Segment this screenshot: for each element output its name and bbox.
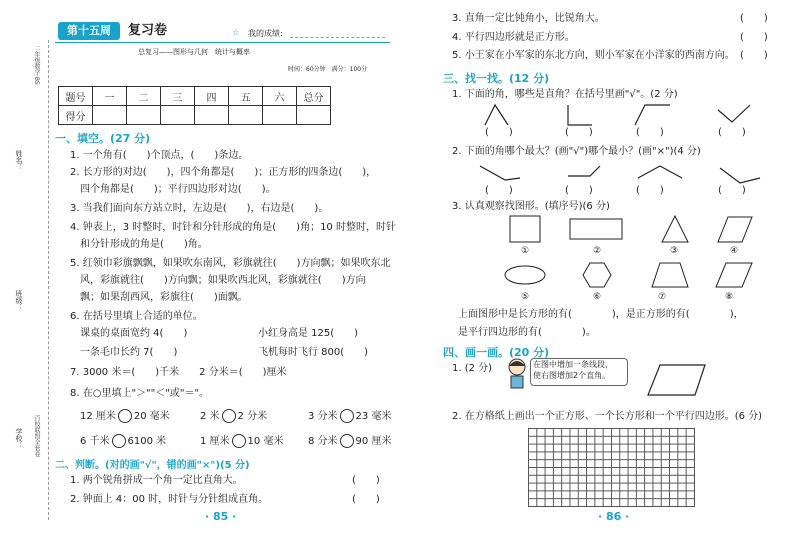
question-6c: 一条毛巾长约 7( ) xyxy=(80,347,178,358)
angle-acute xyxy=(485,105,508,125)
question-6b: 小红身高是 125( ) xyxy=(258,328,359,339)
section-fill-title: 一、填空。(27 分) xyxy=(55,132,151,145)
trapezoid-draw-figure xyxy=(640,360,720,400)
question-6: 6. 在括号里填上合适的单位。 xyxy=(70,311,203,322)
compare-circle[interactable] xyxy=(232,434,246,448)
judge-4: 4. 平行四边形就是正方形。 xyxy=(452,32,575,43)
question-5c: 飘；如果刮西风，彩旗往( )面飘。 xyxy=(80,292,248,303)
angle-b xyxy=(568,166,600,176)
shape-4-parallelogram xyxy=(718,217,752,242)
judge-5-paren[interactable]: ( ) xyxy=(740,50,768,61)
angle-d xyxy=(720,168,760,183)
shape-6-hexagon xyxy=(583,263,611,287)
question-7: 7. 3000 米＝( )千米 2 分米＝( )厘米 xyxy=(70,367,287,378)
question-5a: 5. 红领巾彩旗飘飘，如果吹东南风，彩旗就往( )方向飘；如果吹东北 xyxy=(70,258,391,269)
compare-circle[interactable] xyxy=(222,409,236,423)
question-3: 3. 当我们面向东方站立时，左边是( )，右边是( )。 xyxy=(70,203,329,214)
shape-number: ⑧ xyxy=(725,292,734,302)
find-1: 1. 下面的角，哪些是直角？在括号里画"√"。(2 分) xyxy=(452,89,678,100)
grid-paper[interactable] xyxy=(528,428,695,507)
question-4a: 4. 钟表上，3 时整时，时针和分针形成的角是( )角；10 时整时，时针 xyxy=(70,222,396,233)
section-judge-title: 二、判断。(对的画"√"，错的画"×")(5 分) xyxy=(55,460,250,471)
score-cell[interactable] xyxy=(297,106,331,125)
score-cell[interactable] xyxy=(229,106,263,125)
question-8: 8. 在○里填上"＞""＜"或"＝"。 xyxy=(70,388,210,399)
shape-number: ② xyxy=(593,246,602,256)
side-series: 百校联盟全套卷 xyxy=(33,415,40,457)
shape-2-rectangle xyxy=(570,219,622,239)
shape-number: ① xyxy=(521,246,530,256)
angle-right-2 xyxy=(718,105,750,122)
draw-1: 1. (2 分) xyxy=(452,363,493,374)
table-header: 三 xyxy=(161,87,195,106)
shape-5-ellipse xyxy=(505,266,545,284)
class-label: 班级： xyxy=(15,290,23,311)
shape-number: ⑥ xyxy=(593,292,602,302)
table-header: 二 xyxy=(127,87,161,106)
score-cell[interactable] xyxy=(263,106,297,125)
table-header: 题号 xyxy=(59,87,93,106)
name-label: 姓名： xyxy=(15,150,23,171)
question-6a: 课桌的桌面宽约 4( ) xyxy=(80,328,188,339)
draw-2: 2. 在方格纸上画出一个正方形、一个长方形和一个平行四边形。(6 分) xyxy=(452,411,763,422)
shape-number: ③ xyxy=(670,246,679,256)
score-label: 我的成绩: xyxy=(248,29,283,38)
table-header: 一 xyxy=(93,87,127,106)
angle-paren[interactable]: ( ) xyxy=(565,185,593,196)
question-4b: 和分针形成的角是( )角。 xyxy=(80,239,208,250)
angle-obtuse xyxy=(635,105,670,125)
question-2a: 2. 长方形的对边( )，四个角都是( )；正方形的四条边( )， xyxy=(70,167,377,178)
page-number-left: · 85 · xyxy=(205,510,237,523)
section-draw-title: 四、画一画。(20 分) xyxy=(443,346,550,359)
student-avatar-icon xyxy=(505,356,530,392)
question-6d: 飞机每时飞行 800( ) xyxy=(258,347,369,358)
school-label: 学校： xyxy=(15,428,23,449)
compare-item: 8 分米 90 厘米 xyxy=(308,436,392,447)
shape-1-square xyxy=(510,216,540,242)
score-cell[interactable] xyxy=(127,106,161,125)
cut-line xyxy=(48,40,49,520)
score-row-label: 得分 xyxy=(59,106,93,125)
table-header: 总分 xyxy=(297,87,331,106)
angle-paren[interactable]: ( ) xyxy=(718,127,746,138)
angle-paren[interactable]: ( ) xyxy=(636,127,664,138)
compare-item: 2 米 2 分米 xyxy=(200,411,268,422)
angle-paren[interactable]: ( ) xyxy=(485,185,513,196)
page-title: 复习卷 xyxy=(128,23,168,38)
judge-3: 3. 直角一定比钝角小，比锐角大。 xyxy=(452,13,605,24)
score-cell[interactable] xyxy=(161,106,195,125)
table-header: 四 xyxy=(195,87,229,106)
question-5b: 风，彩旗就往( )方向飘；如果吹西北风，彩旗就往( )方向 xyxy=(80,275,366,286)
judge-3-paren[interactable]: ( ) xyxy=(740,13,768,24)
shape-number: ④ xyxy=(730,246,739,256)
judge-2: 2. 钟面上 4：00 时，时针与分针组成直角。 xyxy=(70,494,269,505)
find-3-answer-b: 是平行四边形的有( )。 xyxy=(458,327,596,338)
question-1: 1. 一个角有( )个顶点，( )条边。 xyxy=(70,150,249,161)
score-cell[interactable] xyxy=(93,106,127,125)
score-line xyxy=(290,37,385,38)
judge-2-paren[interactable]: ( ) xyxy=(352,494,380,505)
header-divider xyxy=(55,42,390,43)
side-grade: 二年级数学·BS xyxy=(33,45,40,85)
shape-number: ⑤ xyxy=(521,292,530,302)
compare-item: 12 厘米 20 毫米 xyxy=(80,411,170,422)
compare-circle[interactable] xyxy=(118,409,132,423)
compare-circle[interactable] xyxy=(112,434,126,448)
table-header: 五 xyxy=(229,87,263,106)
find-3: 3. 认真观察找图形。(填序号)(6 分) xyxy=(452,201,610,212)
find-3-answer-a: 上面图形中是长方形的有( )，是正方形的有( )， xyxy=(458,309,744,320)
judge-4-paren[interactable]: ( ) xyxy=(740,32,768,43)
angle-paren[interactable]: ( ) xyxy=(718,185,746,196)
bubble-line-2: 使右图增加2个直角。 xyxy=(533,371,611,380)
find-2: 2. 下面的角哪个最大？(画"√")哪个最小？(画"×")(4 分) xyxy=(452,146,701,157)
judge-1: 1. 两个锐角拼成一个角一定比直角大。 xyxy=(70,475,243,486)
page-number-right: · 86 · xyxy=(598,510,630,523)
angle-paren[interactable]: ( ) xyxy=(636,185,664,196)
judge-1-paren[interactable]: ( ) xyxy=(352,475,380,486)
angle-a xyxy=(480,166,520,180)
star-icon: ☆ xyxy=(232,28,240,37)
shape-7-trapezoid xyxy=(652,263,688,287)
score-cell[interactable] xyxy=(195,106,229,125)
time-info: 时间：60分钟 满分：100分 xyxy=(288,66,368,73)
score-table xyxy=(58,86,331,125)
bubble-line-1: 在图中增加一条线段， xyxy=(533,360,613,369)
compare-circle[interactable] xyxy=(340,434,354,448)
judge-5: 5. 小王家在小军家的东北方向，则小军家在小洋家的西南方向。 xyxy=(452,50,735,61)
compare-circle[interactable] xyxy=(340,409,354,423)
angle-paren[interactable]: ( ) xyxy=(565,127,593,138)
angle-paren[interactable]: ( ) xyxy=(485,127,513,138)
shape-8-parallelogram xyxy=(716,263,752,287)
compare-item: 3 分米 23 毫米 xyxy=(308,411,392,422)
section-find-title: 三、找一找。(12 分) xyxy=(443,72,550,85)
table-header: 六 xyxy=(263,87,297,106)
compare-item: 1 厘米 10 毫米 xyxy=(200,436,284,447)
subtitle: 总复习——图形与几何 统计与概率 xyxy=(138,48,250,56)
week-badge: 第十五周 xyxy=(58,22,120,40)
angle-right xyxy=(568,105,592,125)
angle-c xyxy=(638,166,682,178)
shape-3-triangle xyxy=(662,216,688,242)
compare-item: 6 千米 6100 米 xyxy=(80,436,167,447)
shape-number: ⑦ xyxy=(658,292,667,302)
question-2b: 四个角都是( )；平行四边形对边( )。 xyxy=(80,184,276,195)
